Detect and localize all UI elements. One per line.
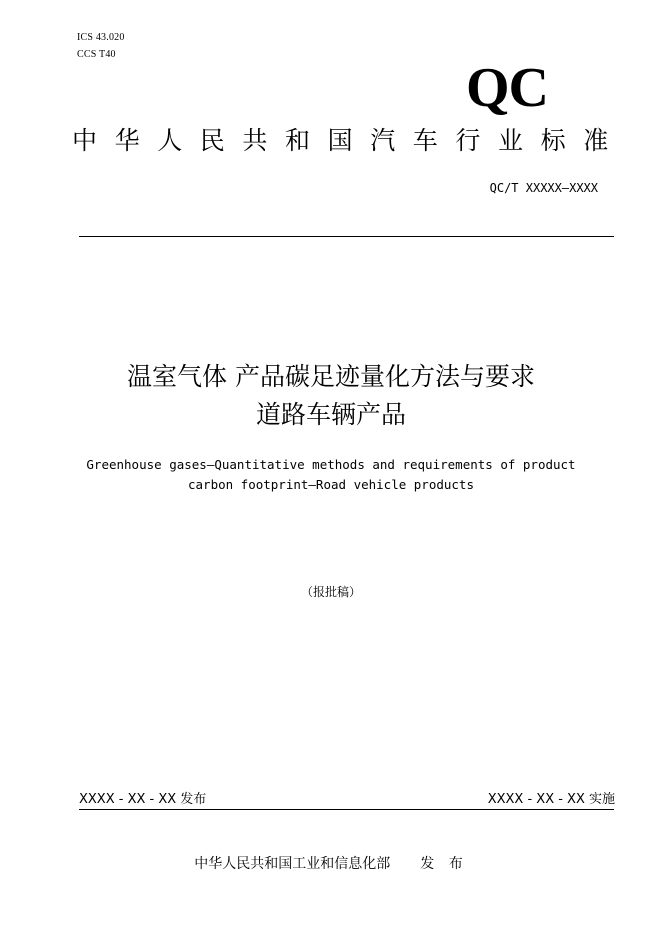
- title-en-line2: carbon footprint—Road vehicle products: [188, 477, 474, 492]
- standard-name: 中华人民共和国汽车行业标准: [72, 126, 626, 155]
- issuer-action: 发 布: [420, 856, 468, 872]
- top-divider: [79, 236, 614, 237]
- bottom-divider: [79, 809, 614, 810]
- ccs-code: CCS T40: [77, 49, 116, 60]
- qc-logo: QC: [466, 57, 548, 119]
- issuer-organization: 中华人民共和国工业和信息化部: [194, 856, 391, 872]
- standard-code: QC/T XXXXX—XXXX: [489, 181, 598, 195]
- issuer-line: [0, 853, 662, 873]
- ics-code: ICS 43.020: [77, 32, 125, 43]
- implement-date: XXXX - XX - XX 实施: [487, 792, 615, 807]
- title-zh-line2: 道路车辆产品: [255, 400, 406, 429]
- title-zh-line1: 温室气体 产品碳足迹量化方法与要求: [127, 362, 535, 391]
- publish-date: XXXX - XX - XX 发布: [79, 792, 207, 807]
- title-en-line1: Greenhouse gases—Quantitative methods and requirements of product: [86, 457, 576, 472]
- draft-status: （报批稿）: [300, 585, 361, 599]
